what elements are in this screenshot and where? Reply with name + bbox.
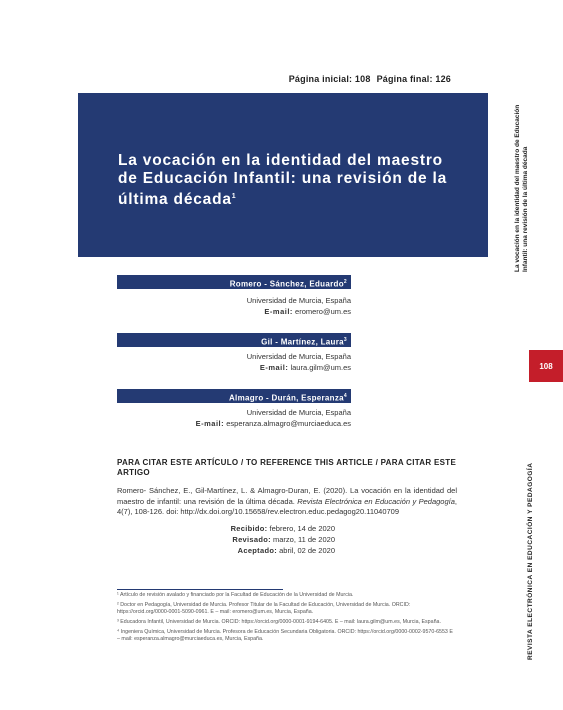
footnote-1: ¹ Artículo de revisión avalado y financiado por la Facultad de Educación de la Universidad de Murcia.	[117, 592, 354, 598]
author-name-bar: Romero - Sánchez, Eduardo$^2$	[117, 275, 351, 289]
page-end: Página final: 126	[376, 74, 451, 84]
author-name-bar: Gil - Martínez, Laura$^3$	[117, 333, 351, 347]
date-revised: Revisado: marzo, 11 de 2020	[232, 535, 335, 544]
author-email[interactable]: eromero@um.es	[295, 307, 351, 316]
date-received: Recibido: febrero, 14 de 2020	[230, 524, 335, 533]
page-start: Página inicial: 108	[288, 74, 371, 84]
footnote-2: ² Doctor en Pedagogía, Universidad de Murcia. Profesor Titular de la Facultad de Educación, Universidad de Murcia. ORCID: https://orcid.org/0000-0001-5090-0961. E – mail: eromero@um.es, Murcia, España.	[117, 601, 411, 615]
title-footnote-mark: 1	[231, 193, 237, 200]
author-affiliation: Universidad de Murcia, España E-mail: laura.gilm@um.es	[246, 352, 351, 372]
citation-text: Romero- Sánchez, E., Gil-Martínez, L. & Almagro-Duran, E. (2020). La vocación en la identidad del maestro de infantil: una revisión de la última década. Revista Electrónica en Educación y Pedagogía, 4(7), 108-126. doi: http://dx.doi.org/10.15658/rev.electron.educ.pedagog20.11040709	[117, 486, 457, 516]
article-dates	[117, 523, 335, 556]
page-number-tab: 108	[529, 350, 563, 382]
footnotes	[117, 592, 453, 646]
article-title	[118, 152, 458, 209]
author-name-bar: Almagro - Durán, Esperanza$^4$	[117, 389, 351, 403]
author-email[interactable]: laura.gilm@um.es	[290, 363, 351, 372]
author-affiliation: Universidad de Murcia, España E-mail: esperanza.almagro@murciaeduca.es	[195, 408, 351, 428]
date-accepted: Aceptado: abril, 02 de 2020	[237, 546, 335, 555]
title-line-2: de Educación Infantil: una revisión de la	[118, 170, 448, 187]
running-title: La vocación en la identidad del maestro de Educación Infantil: una revisión de la última década	[514, 104, 529, 272]
footnote-divider	[117, 589, 283, 590]
journal-title: Revista Electrónica en Educación y Pedagogía	[297, 496, 455, 506]
title-line-1: La vocación en la identidad del maestro	[118, 152, 443, 169]
title-line-3: última década$^1$	[118, 191, 237, 209]
author-affiliation: Universidad de Murcia, España E-mail: eromero@um.es	[246, 296, 351, 316]
author-email[interactable]: esperanza.almagro@murciaeduca.es	[226, 419, 351, 428]
footnote-3: ³ Educadora Infantil, Universidad de Murcia. ORCID: https://orcid.org/0000-0001-9194-6405. E – mail: laura.gilm@um.es, Murcia, España.	[117, 618, 441, 625]
journal-name: REVISTA ELECTRÓNICA EN EDUCACIÓN Y PEDAGOGÍA	[527, 462, 534, 660]
page-range	[281, 74, 451, 84]
footnote-4: ⁴ Ingeniera Química, Universidad de Murcia. Profesora de Educación Secundaria Obligatoria. ORCID: https://orcid.org/0000-0002-9570-6553 E – mail: esperanza.almagro@murciaeduca.es, Murcia, España.	[117, 628, 453, 642]
citation-heading: PARA CITAR ESTE ARTÍCULO / TO REFERENCE THIS ARTICLE / PARA CITAR ESTE ARTIGO	[117, 458, 457, 477]
